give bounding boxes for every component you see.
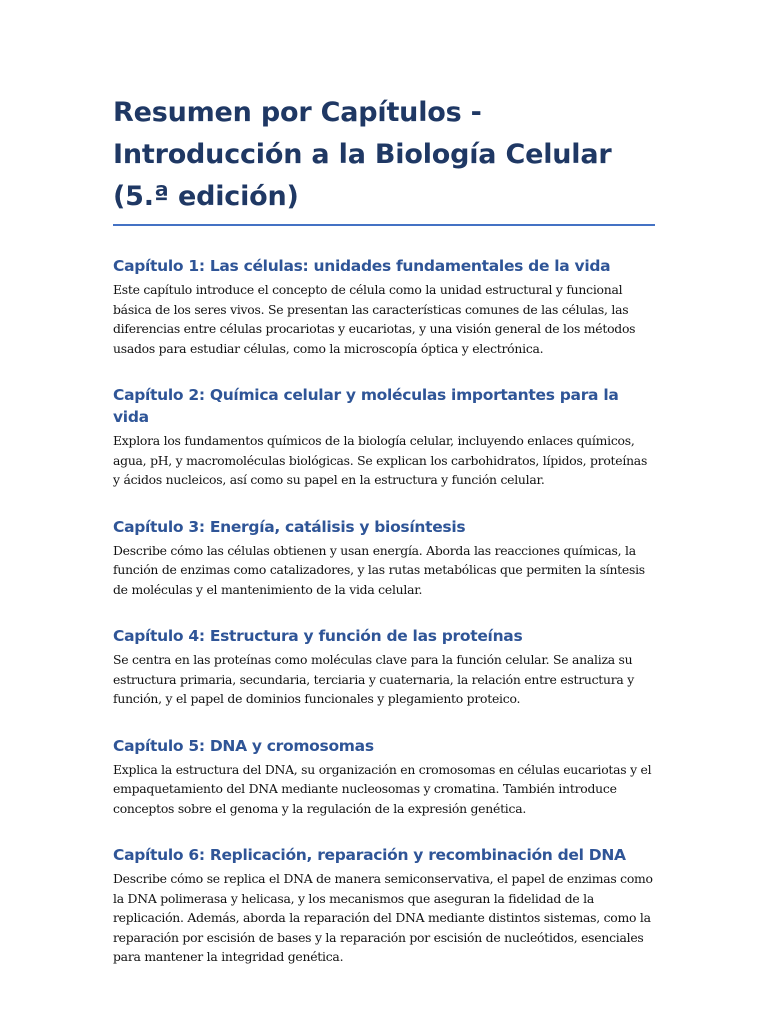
chapter-3-section — [113, 516, 655, 600]
title-divider — [113, 224, 655, 226]
chapter-2-section — [113, 384, 655, 490]
chapter-summary: Describe cómo se replica el DNA de manera semiconservativa, el papel de enzimas como la DNA polimerasa y helicasa, y los mecanismos que aseguran la fidelidad de la replicación. Además, aborda la reparación del DNA mediante distintos sistemas, como la reparación por escisión de bases y la reparación por escisión de nucleótidos, esenciales para mantener la integridad genética. — [113, 871, 653, 964]
chapter-5-section — [113, 735, 655, 819]
chapter-4-section — [113, 625, 655, 709]
chapter-heading: Capítulo 3: Energía, catálisis y biosíntesis — [113, 517, 466, 536]
chapter-heading: Capítulo 2: Química celular y moléculas importantes para la vida — [113, 386, 619, 426]
chapter-heading: Capítulo 4: Estructura y función de las proteínas — [113, 627, 523, 645]
chapter-heading: Capítulo 1: Las células: unidades fundamentales de la vida — [113, 257, 611, 275]
chapter-summary: Describe cómo las células obtienen y usan energía. Aborda las reacciones químicas, la función de enzimas como catalizadores, y las rutas metabólicas que permiten la síntesis de moléculas y el mantenimiento de la vida celular. — [113, 542, 645, 597]
chapter-heading: Capítulo 6: Replicación, reparación y recombinación del DNA — [113, 846, 626, 864]
chapter-summary: Explica la estructura del DNA, su organización en cromosomas en células eucariotas y el empaquetamiento del DNA mediante nucleosomas y cromatina. También introduce conceptos sobre el genoma y la regulación de la expresión genética. — [113, 761, 652, 816]
chapter-6-section — [113, 844, 655, 967]
chapter-1-section — [113, 255, 655, 358]
chapter-summary: Se centra en las proteínas como moléculas clave para la función celular. Se analiza su estructura primaria, secundaria, terciaria y cuaternaria, la relación entre estructura y función, y el papel de dominios funcionales y plegamiento proteico. — [113, 652, 635, 706]
chapter-heading: Capítulo 5: DNA y cromosomas — [113, 736, 374, 755]
chapter-summary: Explora los fundamentos químicos de la biología celular, incluyendo enlaces químicos, agua, pH, y macromoléculas biológicas. Se explican los carbohidratos, lípidos, proteínas y ácidos nucleicos, así como su papel en la estructura y función celular. — [113, 433, 648, 487]
document-title: Resumen por Capítulos - Introducción a la Biología Celular (5.ª edición) — [113, 97, 612, 212]
chapter-summary: Este capítulo introduce el concepto de célula como la unidad estructural y funcional básica de los seres vivos. Se presentan las características comunes de las células, las diferencias entre células procariotas y eucariotas, y una visión general de los métodos usados para estudiar células, como la microscopía óptica y electrónica. — [113, 282, 636, 356]
document-page — [113, 92, 655, 993]
